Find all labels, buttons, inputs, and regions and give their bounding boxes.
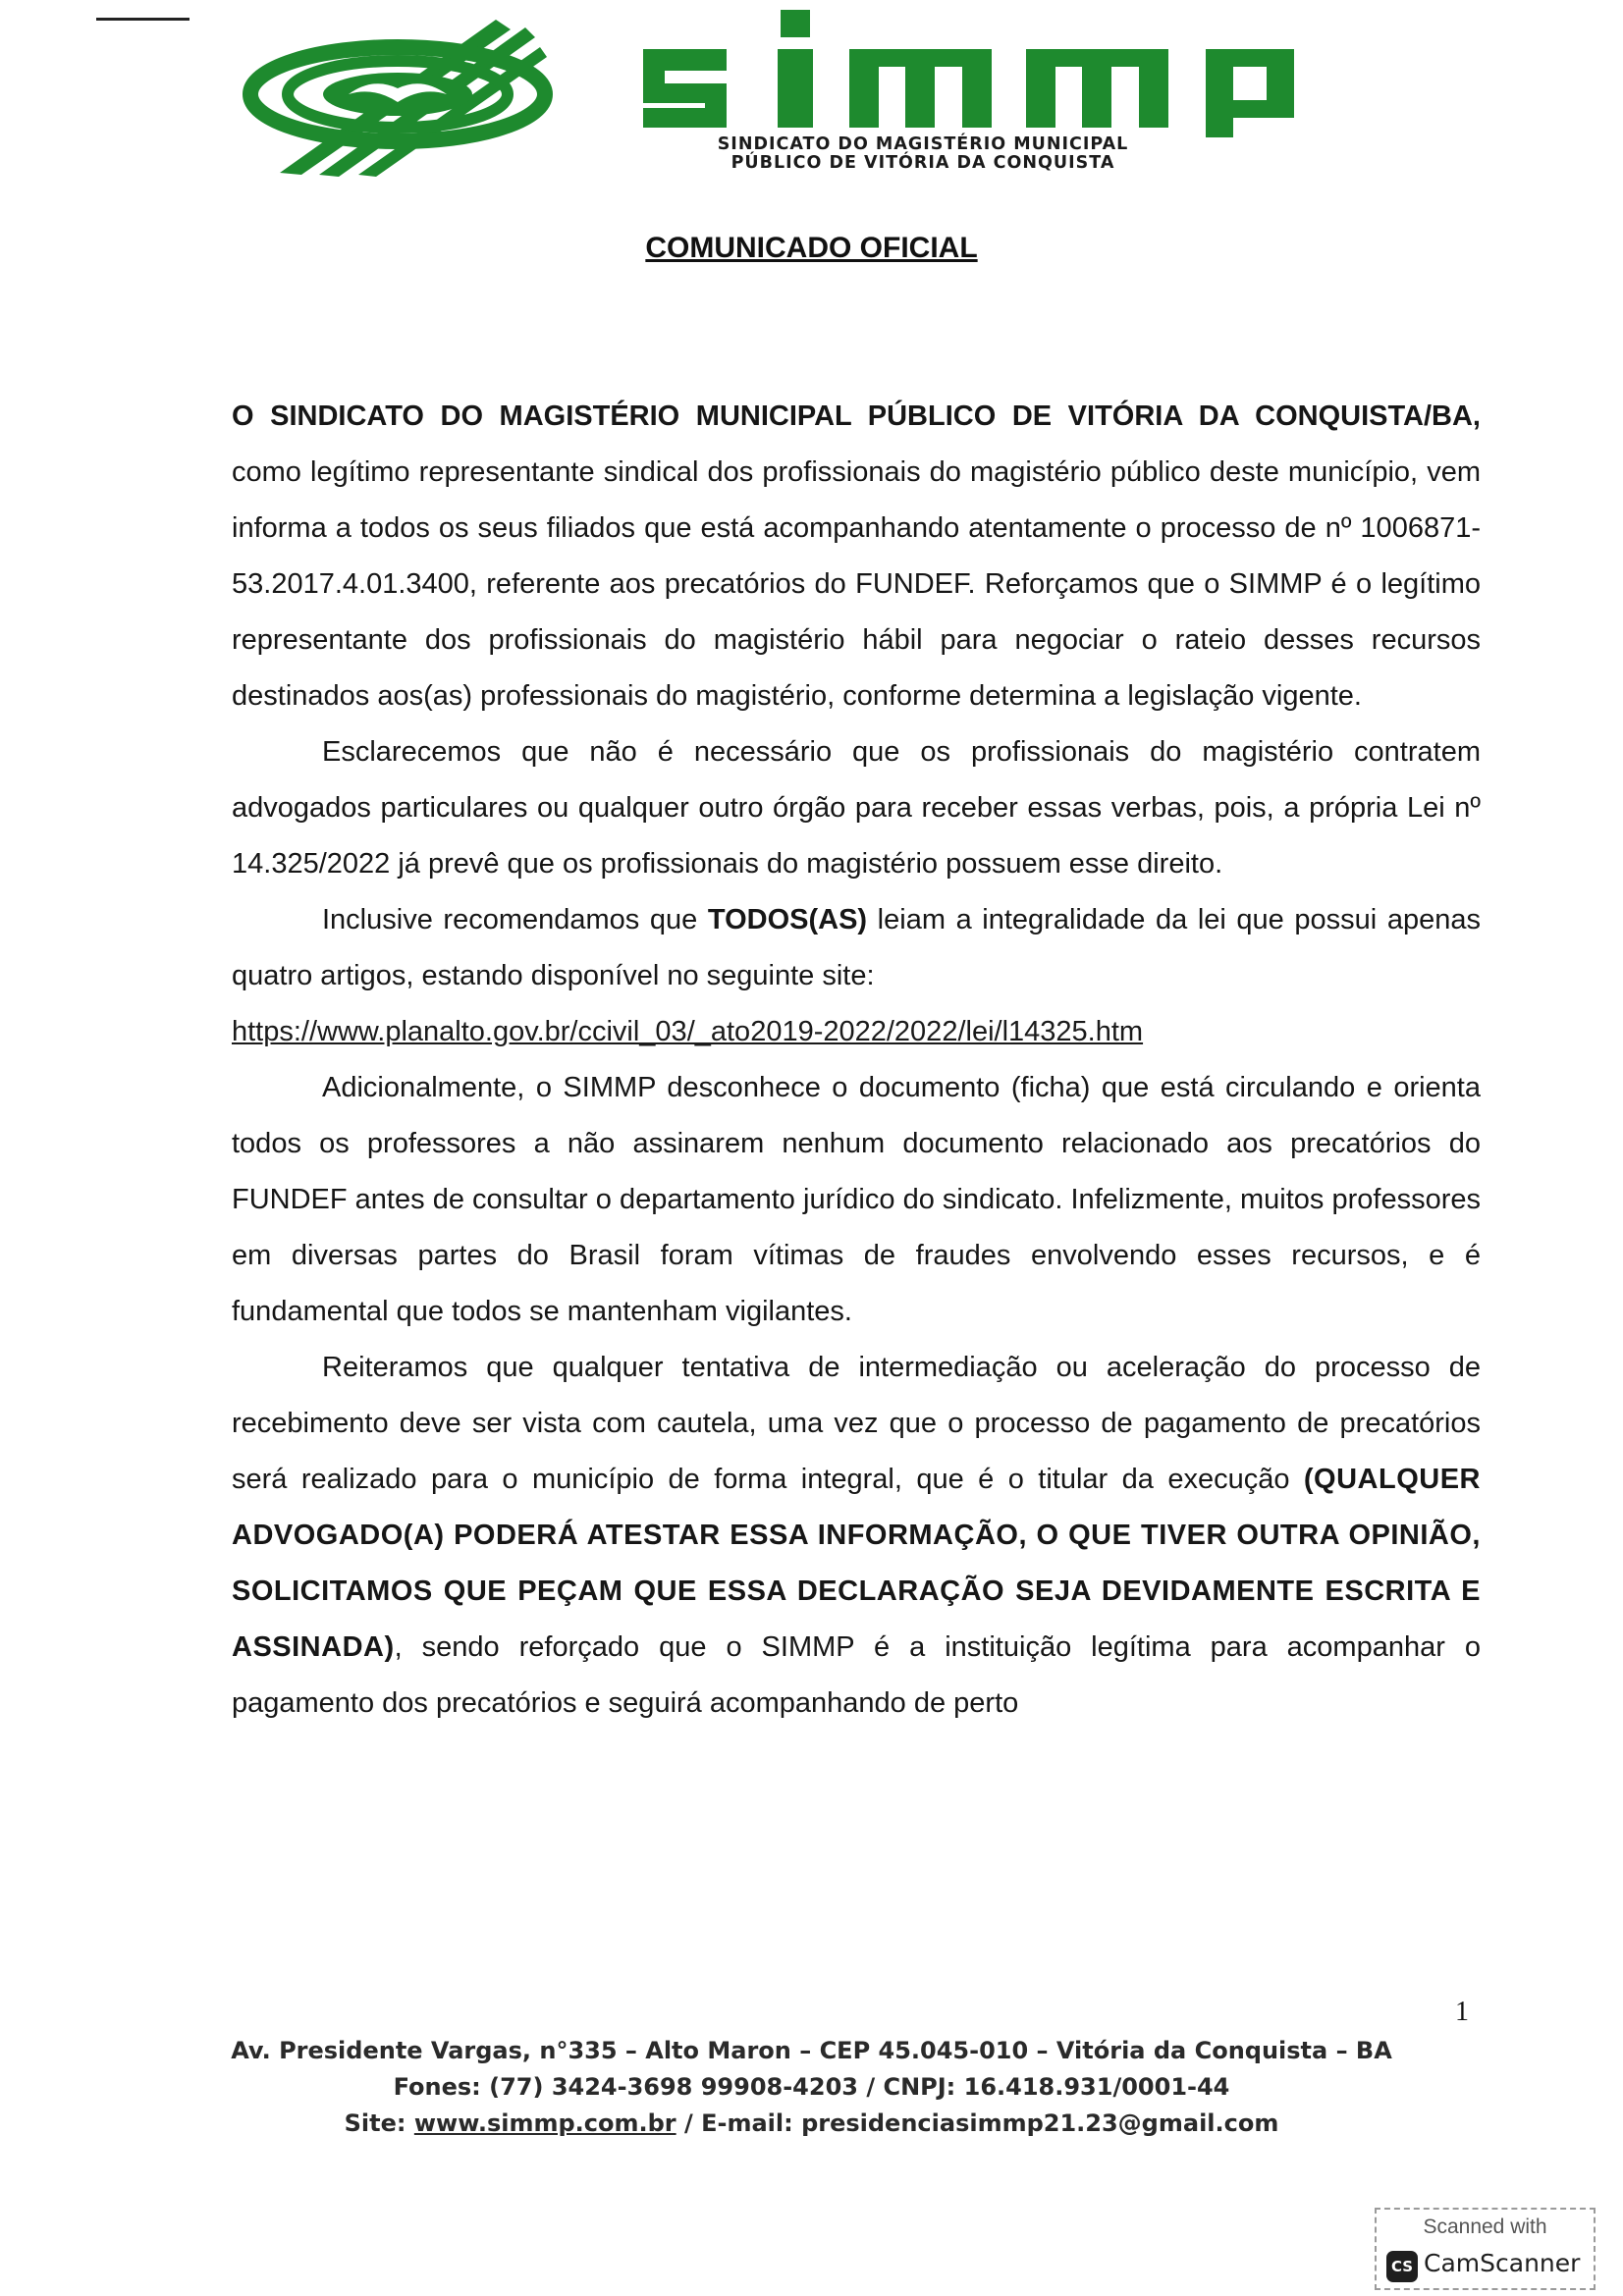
paragraph-5: [232, 1340, 1481, 1732]
footer-address: Av. Presidente Vargas, n°335 – Alto Maron – CEP 45.045-010 – Vitória da Conquista – BA: [231, 2037, 1392, 2064]
camscanner-badge: [1375, 2208, 1596, 2290]
page-number: 1: [1455, 1997, 1469, 2027]
paragraph-4: Adicionalmente, o SIMMP desconhece o documento (ficha) que está circulando e orienta todos os professores a não assinarem nenhum documento relacionado aos precatórios do FUNDEF antes de consultar o departamento jurídico do sindicato. Infelizmente, muitos professores em diversas partes do Brasil foram vítimas de fraudes envolvendo esses recursos, e é fundamental que todos se mantenham vigilantes.: [232, 1072, 1481, 1327]
law-link-line: [232, 1004, 1481, 1060]
paragraph-1-lead: O SINDICATO DO MAGISTÉRIO MUNICIPAL PÚBLICO DE VITÓRIA DA CONQUISTA/BA,: [232, 400, 1481, 432]
paragraph-1-text: como legítimo representante sindical dos profissionais do magistério público deste município, vem informa a todos os seus filiados que está acompanhando atentamente o processo de nº 1006871-53.2017.4.01.3400, referente aos precatórios do FUNDEF. Reforçamos que o SIMMP é o legítimo representante dos profissionais do magistério hábil para negociar o rateio desses recursos destinados aos(as) professionais do magistério, conforme determina a legislação vigente.: [232, 456, 1481, 712]
paragraph-5-emphasis: (QUALQUER ADVOGADO(A) PODERÁ ATESTAR ESSA INFORMAÇÃO, O QUE TIVER OUTRA OPINIÃO, SOLICITAMOS QUE PEÇAM QUE ESSA DECLARAÇÃO SEJA DEVIDAMENTE ESCRITA E ASSINADA): [232, 1464, 1481, 1663]
paragraph-5-text-a: Reiteramos que qualquer tentativa de intermediação ou aceleração do processo de recebimento deve ser vista com cautela, uma vez que o processo de pagamento de precatórios será realizado para o município de forma integral, que é o titular da execução: [232, 1352, 1481, 1495]
simmp-wordmark: [638, 5, 1301, 137]
paragraph-3-text-a: Inclusive recomendamos que: [322, 904, 708, 935]
paragraph-3: [232, 892, 1481, 1004]
document-title: COMUNICADO OFICIAL: [645, 232, 978, 264]
paragraph-5-text-b: , sendo reforçado que o SIMMP é a instituição legítima para acompanhar o pagamento dos precatórios e seguirá acompanhando de perto: [232, 1631, 1481, 1719]
document-body: [232, 389, 1481, 1732]
footer-contact: [0, 2106, 1623, 2142]
camscanner-caption: Scanned with: [1423, 2216, 1547, 2238]
scan-mark-line: [96, 18, 189, 21]
footer-email: / E-mail: presidenciasimmp21.23@gmail.com: [676, 2109, 1279, 2137]
logo-subtitle-line2: PÚBLICO DE VITÓRIA DA CONQUISTA: [730, 153, 1115, 173]
paragraph-2: Esclarecemos que não é necessário que os profissionais do magistério contratem advogados particulares ou qualquer outro órgão para receber essas verbas, pois, a própria Lei nº 14.325/2022 já prevê que os profissionais do magistério possuem esse direito.: [232, 736, 1481, 880]
paragraph-3-text-b: leiam a integralidade da lei que possui apenas quatro artigos, estando disponível no seguinte site:: [232, 904, 1481, 991]
footer-site-label: Site:: [344, 2109, 414, 2137]
camscanner-name: CamScanner: [1424, 2249, 1581, 2277]
camscanner-logo-icon: CS: [1386, 2251, 1418, 2282]
logo-subtitle-line1: SINDICATO DO MAGISTÉRIO MUNICIPAL: [717, 134, 1129, 154]
simmp-logo-icon: [241, 8, 565, 185]
paragraph-1: [232, 389, 1481, 724]
law-link[interactable]: https://www.planalto.gov.br/ccivil_03/_ato2019-2022/2022/lei/l14325.htm: [232, 1016, 1144, 1047]
paragraph-3-emphasis: TODOS(AS): [707, 904, 868, 935]
footer: [0, 2033, 1623, 2142]
footer-site-link[interactable]: www.simmp.com.br: [413, 2109, 676, 2137]
logo-subtitle: [638, 135, 1208, 173]
footer-phones: Fones: (77) 3424-3698 99908-4203 / CNPJ: 16.418.931/0001-44: [393, 2073, 1230, 2101]
